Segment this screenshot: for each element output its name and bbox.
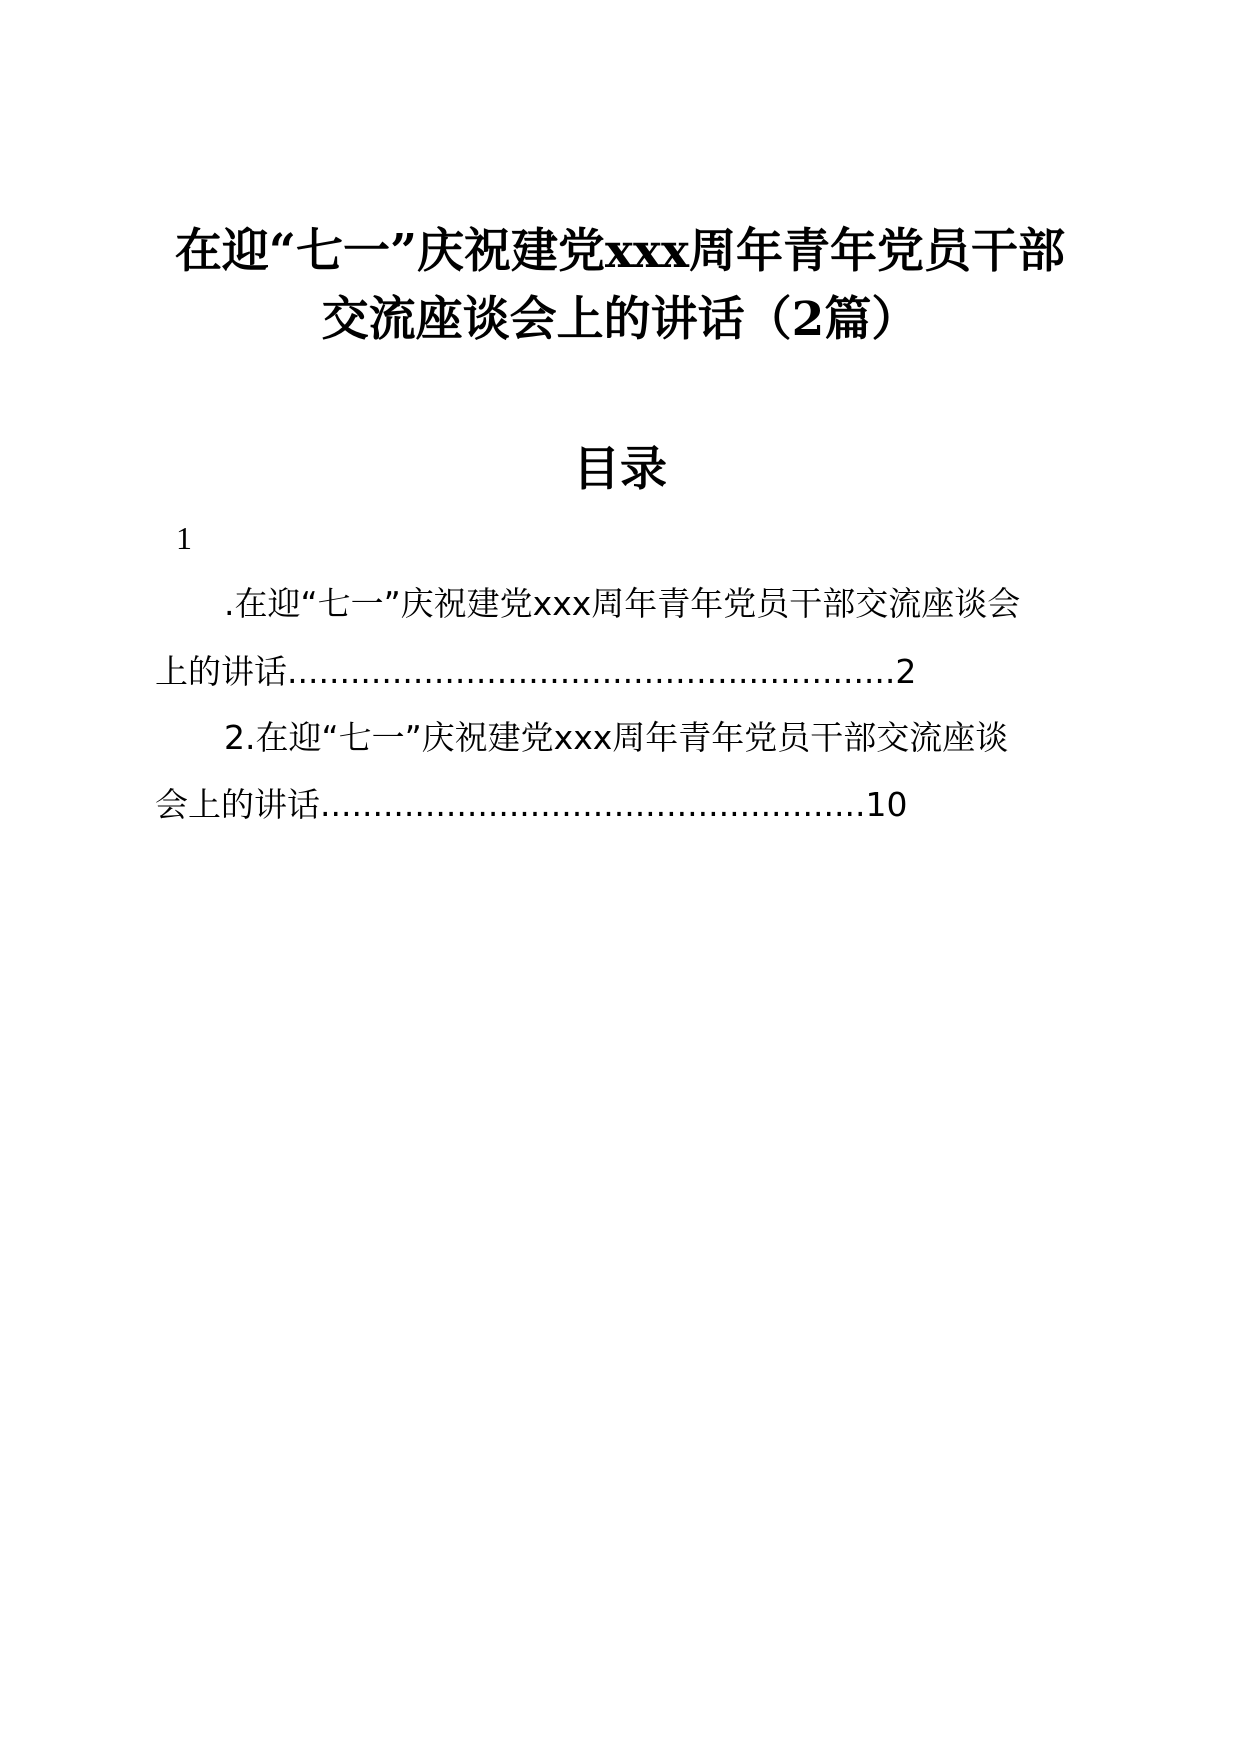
toc-entry-2-text-end: 会上的讲话: [155, 785, 320, 824]
title-line-2: 交流座谈会上的讲话（2篇）: [321, 292, 919, 347]
toc-entry-1-page: 2: [895, 652, 917, 691]
toc-entry-2-line-1[interactable]: [224, 716, 1008, 760]
toc-entry-1-line-1[interactable]: [224, 582, 1020, 626]
toc-entry-1-text: .在迎“七一”庆祝建党xxx周年青年党员干部交流座谈会: [224, 584, 1021, 623]
toc-heading: 目录: [573, 442, 667, 497]
toc-entry-1-leader: ..........................................................: [287, 652, 896, 691]
toc-entry-2-line-2[interactable]: [155, 783, 907, 827]
toc-item-number: 1: [176, 520, 192, 556]
toc-entry-1-text-end: 上的讲话: [155, 652, 287, 691]
title-line-1: 在迎“七一”庆祝建党xxx周年青年党员干部: [174, 224, 1066, 279]
document-title: [130, 218, 1110, 354]
toc-entry-2-page: 10: [865, 785, 908, 824]
toc-entry-2-leader: ....................................................: [320, 785, 866, 824]
toc-entry-1-line-2[interactable]: [155, 650, 916, 694]
toc-entry-2-text: 2.在迎“七一”庆祝建党xxx周年青年党员干部交流座谈: [224, 718, 1009, 757]
